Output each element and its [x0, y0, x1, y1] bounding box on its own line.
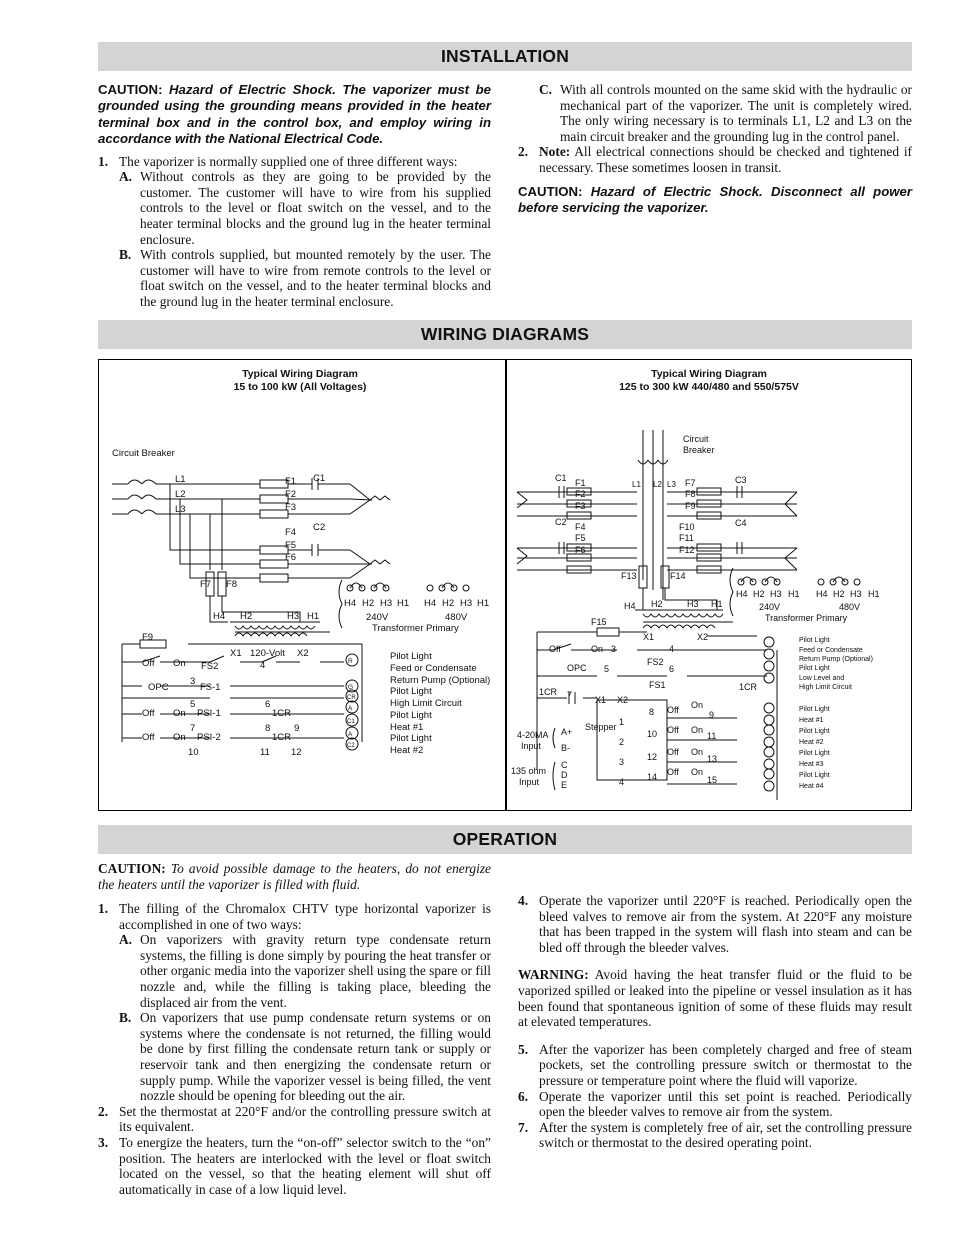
svg-text:F4: F4 [285, 527, 297, 538]
svg-text:X2: X2 [697, 632, 709, 642]
svg-text:1CR: 1CR [539, 687, 558, 697]
svg-text:4-20MA: 4-20MA [517, 730, 549, 740]
svg-text:Feed or Condensate: Feed or Condensate [390, 663, 477, 674]
svg-text:FS2: FS2 [647, 657, 664, 667]
svg-text:Pilot Light: Pilot Light [390, 651, 432, 662]
svg-text:X1: X1 [230, 648, 242, 659]
svg-text:Circuit: Circuit [683, 434, 709, 444]
svg-text:H1: H1 [868, 589, 880, 599]
caution-text: Hazard of Electric Shock. The vaporizer must be grounded using the grounding means provided in the heater terminal box and in the control box, and employ wiring in accordance with the National Electrical Code. [98, 82, 491, 147]
svg-text:On: On [691, 747, 704, 757]
svg-text:14: 14 [647, 772, 658, 782]
svg-text:Input: Input [521, 741, 542, 751]
d1-480v: 480V [445, 612, 468, 623]
svg-text:12: 12 [291, 747, 302, 758]
svg-text:9: 9 [294, 723, 300, 734]
installation-heading: INSTALLATION [98, 42, 912, 71]
svg-text:F5: F5 [285, 540, 297, 551]
svg-text:On: On [691, 725, 704, 735]
svg-text:4: 4 [619, 777, 625, 787]
svg-text:Off: Off [142, 732, 155, 743]
operation-left-column [98, 861, 491, 1197]
svg-text:On: On [173, 708, 186, 719]
svg-text:Pilot Light: Pilot Light [799, 750, 830, 757]
svg-text:H4: H4 [344, 598, 357, 609]
operation-heading: OPERATION [98, 825, 912, 854]
svg-text:C: C [561, 760, 568, 770]
svg-text:D: D [561, 770, 568, 780]
svg-text:FS1: FS1 [649, 680, 666, 690]
svg-text:Pilot Light: Pilot Light [390, 686, 432, 697]
operation-item-3: 3. To energize the heaters, turn the “on-off” selector switch to the “on” position. The heaters are interlocked with the level or float switch located on the vessel, so that the heating element will shut off automatically in case of a low liquid level. [98, 1134, 491, 1197]
svg-text:1CR: 1CR [272, 732, 292, 743]
svg-text:Return Pump (Optional): Return Pump (Optional) [390, 675, 491, 686]
svg-text:Off: Off [667, 725, 679, 735]
operation-item-1b: B. On vaporizers that use pump condensate return systems or on systems where the condensate is not returned, the filling would be done by first filling the condensate return tank or supply or reservoir tank and then energizing the condensate return or supply pump. While the vaporizer vessel is being filled, the vent nozzle should be opening for bleeding out the air. [119, 1010, 491, 1104]
svg-text:F12: F12 [679, 545, 695, 555]
svg-text:C1: C1 [313, 473, 326, 484]
svg-text:L2: L2 [175, 489, 186, 500]
svg-text:Heat #2: Heat #2 [390, 745, 424, 756]
d1-240v: 240V [366, 612, 389, 623]
svg-text:F2: F2 [285, 489, 297, 500]
svg-text:Off: Off [549, 644, 561, 654]
operation-item-1: 1. The filling of the Chromalox CHTV type horizontal vaporizer is accomplished in one of two ways: [98, 901, 491, 932]
svg-text:Off: Off [667, 767, 679, 777]
svg-text:F14: F14 [670, 571, 686, 581]
svg-text:C2: C2 [347, 743, 355, 749]
svg-text:F9: F9 [685, 501, 696, 511]
svg-text:9: 9 [709, 710, 715, 720]
svg-text:H4: H4 [213, 611, 226, 622]
operation-caution: CAUTION: To avoid possible damage to the heaters, do not energize the heaters until the vaporizer is filled with fluid. [98, 861, 491, 892]
svg-text:FS-1: FS-1 [200, 682, 221, 693]
svg-text:X2: X2 [297, 648, 309, 659]
wiring-heading: WIRING DIAGRAMS [98, 320, 912, 349]
svg-text:4: 4 [669, 644, 675, 654]
d1-120-volt: 120-Volt [250, 648, 285, 659]
installation-item-1a: A. Without controls as they are going to be provided by the customer. The customer will have to wire from his supplied controls to the level or float switch on the vessel, and to the heater terminal blocks and the ground lug in the heater terminal enclosure. [119, 169, 491, 247]
svg-text:Breaker: Breaker [683, 445, 715, 455]
svg-text:H4: H4 [624, 601, 636, 611]
svg-text:H3: H3 [770, 589, 782, 599]
svg-text:H2: H2 [651, 599, 663, 609]
svg-text:C3: C3 [735, 475, 747, 485]
svg-text:H2: H2 [753, 589, 765, 599]
svg-text:11: 11 [260, 747, 270, 758]
svg-text:F4: F4 [575, 522, 586, 532]
svg-text:C1: C1 [555, 473, 567, 483]
svg-text:H4: H4 [424, 598, 437, 609]
svg-text:480V: 480V [839, 602, 861, 612]
svg-text:On: On [173, 732, 186, 743]
svg-text:Low Level and: Low Level and [799, 675, 845, 682]
installation-caution [98, 82, 491, 148]
operation-item-4: 4. Operate the vaporizer until 220°F is reached. Periodically open the bleed valves to remove air from the system. At 220°F any moisture that has been trapped in the system will flash into steam and can be bled off through the bleeder valves. [518, 893, 912, 955]
svg-text:Off: Off [667, 705, 679, 715]
installation-item-2: 2. Note: All electrical connections should be checked and tightened if necessary. These sometimes loosen in transit. [518, 144, 913, 175]
svg-text:F8: F8 [226, 579, 238, 590]
svg-text:R: R [348, 658, 353, 665]
operation-item-6: 6. Operate the vaporizer until this set point is reached. Periodically open the bleeder valves to remove air from the system. [518, 1088, 912, 1120]
svg-text:Off: Off [667, 747, 679, 757]
svg-text:X2: X2 [617, 695, 629, 705]
svg-text:OPC: OPC [567, 663, 587, 673]
installation-item-1: 1. The vaporizer is normally supplied one of three different ways: [98, 153, 458, 169]
svg-text:Off: Off [142, 658, 155, 669]
d1-transformer-primary: Transformer Primary [372, 623, 459, 634]
svg-text:H1: H1 [788, 589, 800, 599]
svg-text:H3: H3 [287, 611, 300, 622]
svg-text:5: 5 [604, 664, 610, 674]
svg-text:H1: H1 [307, 611, 320, 622]
svg-text:H3: H3 [850, 589, 862, 599]
svg-text:CR: CR [347, 695, 356, 701]
svg-text:Pilot Light: Pilot Light [799, 665, 830, 672]
svg-text:Heat #1: Heat #1 [799, 717, 824, 724]
svg-text:X1: X1 [595, 695, 607, 705]
svg-text:C2: C2 [555, 517, 567, 527]
svg-text:F10: F10 [679, 522, 695, 532]
svg-text:H2: H2 [240, 611, 253, 622]
operation-item-7: 7. After the system is completely free of air, set the controlling pressure switch or thermostat to the desired operating point. [518, 1119, 912, 1151]
svg-text:F8: F8 [685, 489, 696, 499]
svg-text:C1: C1 [347, 719, 355, 725]
svg-text:Pilot Light: Pilot Light [799, 706, 830, 713]
svg-text:H4: H4 [736, 589, 748, 599]
svg-text:F6: F6 [575, 545, 586, 555]
svg-text:C4: C4 [735, 518, 747, 528]
operation-item-1a: A. On vaporizers with gravity return type condensate return systems, the filling is done simply by pouring the heat transfer or other organic media into the vaporizer shell using the spare or fill nozzle and, while the filling is taking place, bleeding the displaced air from the vent. [119, 932, 491, 1010]
svg-text:H2: H2 [362, 598, 375, 609]
installation-item-1c: C. With all controls mounted on the same skid with the hydraulic or mechanical part of the vaporizer. The unit is completely wired. The only wiring necessary is to terminals L1, L2 and L3 on the main circuit breaker and the grounding lug in the control panel. [539, 82, 912, 144]
svg-text:1CR: 1CR [739, 682, 758, 692]
svg-text:High Limit Circuit: High Limit Circuit [390, 698, 462, 709]
svg-text:Feed or Condensate: Feed or Condensate [799, 647, 863, 654]
installation-caution-2: CAUTION: Hazard of Electric Shock. Disconnect all power before servicing the vaporizer. [518, 183, 912, 215]
svg-text:H1: H1 [477, 598, 490, 609]
svg-text:E: E [561, 780, 568, 790]
svg-text:Pilot Light: Pilot Light [390, 733, 432, 744]
svg-text:Off: Off [142, 708, 155, 719]
svg-text:Heat #3: Heat #3 [799, 761, 824, 768]
svg-text:10: 10 [188, 747, 199, 758]
svg-text:OPC: OPC [148, 682, 169, 693]
svg-text:3: 3 [190, 676, 196, 687]
svg-text:X1: X1 [643, 632, 655, 642]
svg-text:3: 3 [619, 757, 625, 767]
svg-text:On: On [591, 644, 604, 654]
operation-right-column [518, 893, 912, 1151]
svg-text:F15: F15 [591, 617, 607, 627]
svg-text:F7: F7 [200, 579, 212, 590]
svg-text:Pilot Light: Pilot Light [799, 728, 830, 735]
svg-text:Heat #1: Heat #1 [390, 722, 424, 733]
svg-text:12: 12 [647, 752, 658, 762]
installation-left-column [98, 82, 491, 310]
svg-text:H3: H3 [460, 598, 473, 609]
diagram-1-title: Typical Wiring Diagram 15 to 100 kW (All Voltages) [233, 368, 367, 393]
svg-text:Transformer Primary: Transformer Primary [765, 613, 848, 623]
svg-text:2: 2 [619, 737, 625, 747]
svg-text:PSI-1: PSI-1 [197, 708, 221, 719]
svg-text:C2: C2 [313, 522, 326, 533]
svg-text:F11: F11 [679, 533, 694, 543]
d1-f9: F9 [142, 632, 154, 643]
svg-text:7: 7 [567, 690, 573, 700]
svg-text:Pilot Light: Pilot Light [799, 772, 830, 779]
svg-text:A: A [348, 705, 353, 712]
svg-text:On: On [691, 700, 704, 710]
svg-text:Heat #2: Heat #2 [799, 739, 824, 746]
svg-text:F1: F1 [575, 478, 586, 488]
operation-item-2: 2. Set the thermostat at 220°F and/or the controlling pressure switch at its equivalent. [98, 1103, 491, 1135]
svg-text:A: A [348, 731, 353, 738]
svg-text:Pilot Light: Pilot Light [799, 637, 830, 644]
svg-text:F6: F6 [285, 552, 297, 563]
installation-item-1b: B. With controls supplied, but mounted remotely by the user. The customer will have to wire from remote controls to the level or float switch on the vessel, and to the heater terminal blocks and the ground lug in the heater terminal enclosure. [119, 247, 491, 309]
operation-warning: WARNING: Avoid having the heat transfer fluid or the fluid to be vaporized spilled or leaked into the pipeline or vessel insulation as it has been found that spontaneous ignition of some of these fluids may result at elevated temperatures. [518, 967, 913, 1030]
wiring-diagram-2 [507, 400, 910, 808]
caution-label: CAUTION: [98, 82, 163, 97]
svg-text:H2: H2 [833, 589, 845, 599]
svg-text:A+: A+ [561, 727, 573, 737]
svg-text:7: 7 [190, 723, 196, 734]
svg-text:L3: L3 [667, 480, 676, 489]
d1-breaker-label: Circuit Breaker [112, 448, 175, 459]
svg-text:L1: L1 [632, 480, 641, 489]
svg-text:1CR: 1CR [272, 708, 292, 719]
svg-text:H3: H3 [687, 599, 699, 609]
svg-text:G: G [348, 684, 354, 691]
svg-text:1: 1 [619, 717, 625, 727]
svg-text:3: 3 [611, 644, 617, 654]
svg-text:On: On [173, 658, 186, 669]
svg-text:11: 11 [707, 731, 717, 741]
svg-text:FS2: FS2 [201, 661, 219, 672]
svg-text:L3: L3 [175, 504, 186, 515]
svg-text:F1: F1 [285, 476, 297, 487]
svg-text:4: 4 [260, 660, 266, 671]
svg-text:F2: F2 [575, 489, 586, 499]
svg-text:F5: F5 [575, 533, 586, 543]
installation-right-column [518, 82, 912, 216]
svg-text:8: 8 [649, 707, 655, 717]
svg-text:High Limit Circuit: High Limit Circuit [799, 684, 852, 691]
svg-text:H4: H4 [816, 589, 828, 599]
svg-text:F3: F3 [575, 501, 586, 511]
svg-text:Pilot Light: Pilot Light [390, 710, 432, 721]
svg-text:15: 15 [707, 775, 718, 785]
svg-text:H1: H1 [397, 598, 410, 609]
svg-text:B-: B- [561, 743, 570, 753]
svg-text:L2: L2 [653, 480, 662, 489]
svg-text:5: 5 [190, 699, 196, 710]
svg-text:240V: 240V [759, 602, 781, 612]
svg-text:PSI-2: PSI-2 [197, 732, 221, 743]
svg-text:6: 6 [669, 664, 675, 674]
svg-text:F3: F3 [285, 502, 297, 513]
operation-item-5: 5. After the vaporizer has been completely charged and free of steam pockets, set the controlling pressure switch or thermostat to the pressure or temperature point where the fluid will vaporize. [518, 1041, 912, 1088]
svg-text:Heat #4: Heat #4 [799, 783, 824, 790]
svg-text:6: 6 [265, 699, 271, 710]
svg-text:H3: H3 [380, 598, 393, 609]
svg-text:13: 13 [707, 754, 718, 764]
svg-text:H2: H2 [442, 598, 455, 609]
svg-text:8: 8 [265, 723, 271, 734]
wiring-diagram-1 [100, 400, 504, 808]
svg-text:F7: F7 [685, 478, 696, 488]
svg-text:F13: F13 [621, 571, 637, 581]
svg-text:H1: H1 [711, 599, 723, 609]
svg-text:Return Pump (Optional): Return Pump (Optional) [799, 656, 873, 663]
svg-text:On: On [691, 767, 704, 777]
svg-text:135 ohm: 135 ohm [511, 766, 547, 776]
svg-text:10: 10 [647, 729, 658, 739]
svg-text:L1: L1 [175, 474, 186, 485]
diagram-2-title: Typical Wiring Diagram 125 to 300 kW 440/480 and 550/575V [619, 368, 799, 393]
svg-text:Stepper: Stepper [585, 722, 617, 732]
svg-text:Input: Input [519, 777, 540, 787]
